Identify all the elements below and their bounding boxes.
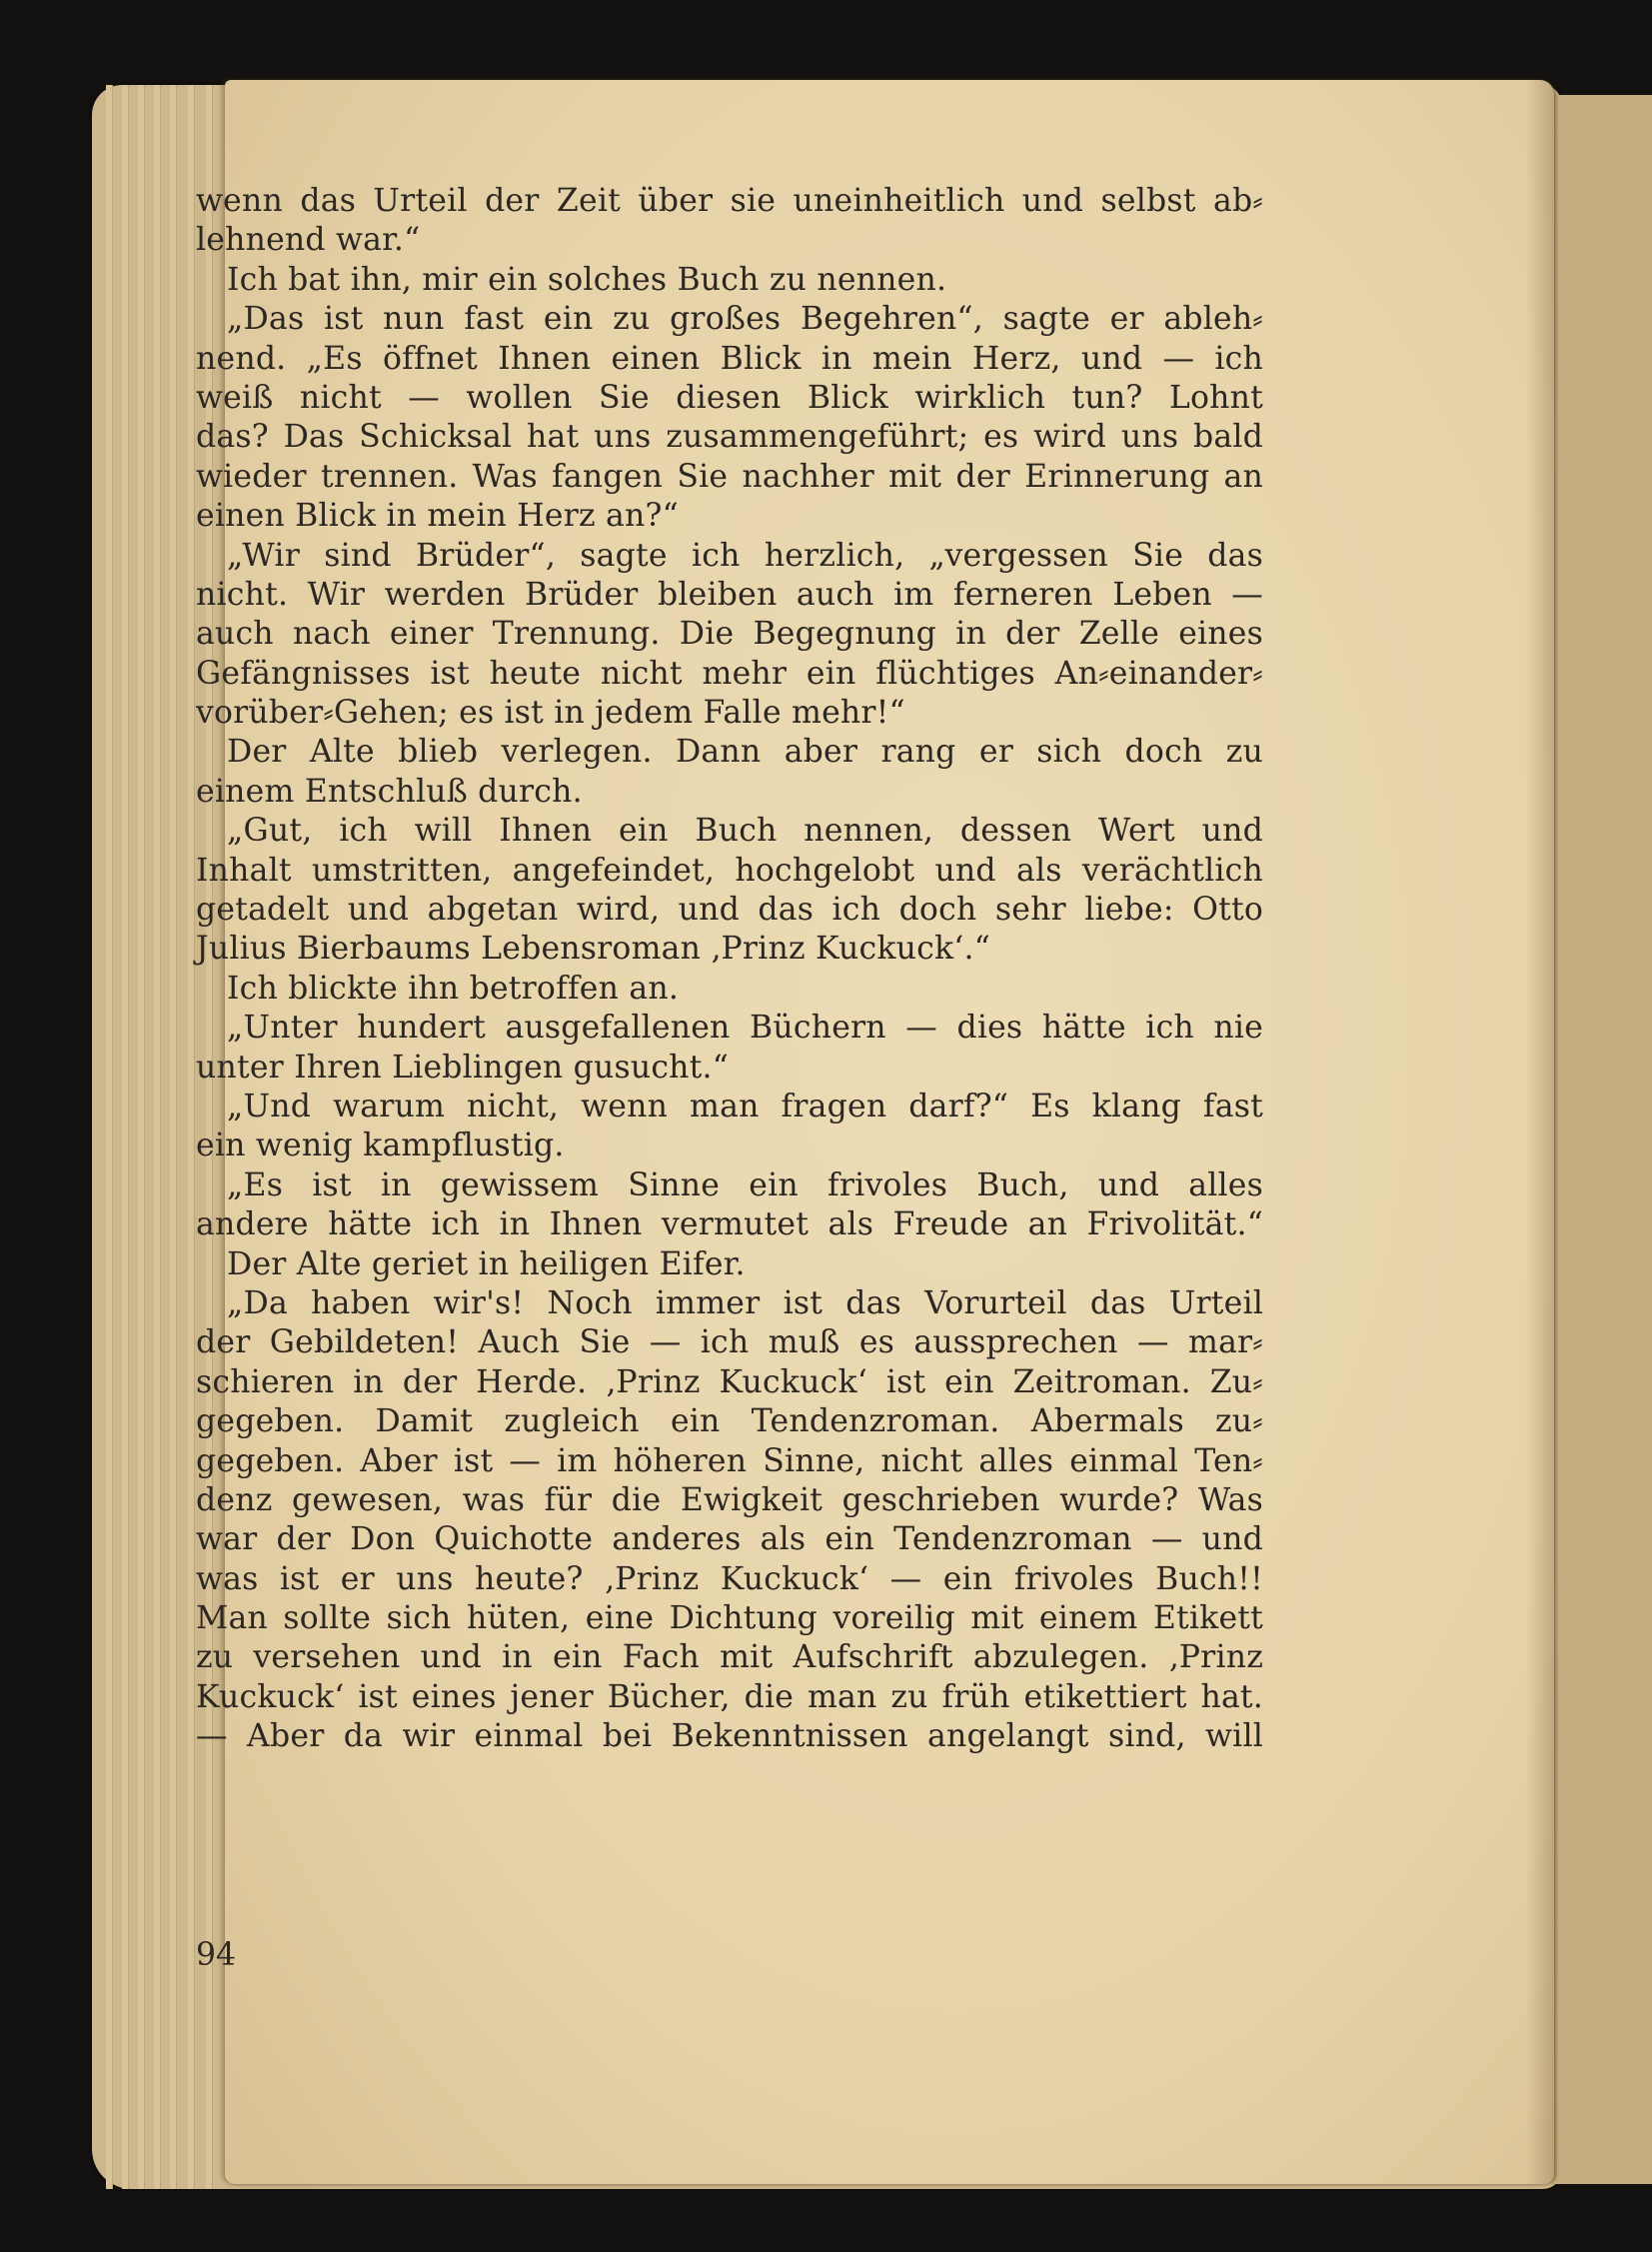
text-line: gegeben. Damit zugleich ein Tendenzroman. Abermals zu⸗ [196,1403,1263,1440]
text-line: nicht. Wir werden Brüder bleiben auch im ferneren Leben — [196,576,1263,613]
text-line: lehnend war.“ [196,222,421,259]
text-line: was ist er uns heute? ‚Prinz Kuckuck‘ — ein frivoles Buch!! [196,1560,1263,1597]
text-line: „Es ist in gewissem Sinne ein frivoles Buch, und alles [227,1166,1263,1203]
text-line: „Da haben wir's! Noch immer ist das Vorurteil das Urteil [227,1284,1263,1321]
text-line: nend. „Es öffnet Ihnen einen Blick in mein Herz, und — ich [196,340,1263,377]
text-line: Ich blickte ihn betroffen an. [227,970,680,1007]
text-line: vorüber⸗Gehen; es ist in jedem Falle mehr!“ [196,695,905,732]
page-edge [122,85,129,2189]
text-line: „Das ist nun fast ein zu großes Begehren“, sagte er ableh⸗ [227,301,1263,338]
text-line: gegeben. Aber ist — im höheren Sinne, nicht alles einmal Ten⸗ [196,1442,1263,1479]
text-line: andere hätte ich in Ihnen vermutet als Freude an Frivolität.“ [196,1206,1263,1243]
text-line: das? Das Schicksal hat uns zusammengeführt; es wird uns bald [196,419,1263,456]
text-line: Ich bat ihn, mir ein solches Buch zu nennen. [227,261,947,298]
text-line: weiß nicht — wollen Sie diesen Blick wirklich tun? Lohnt [196,379,1263,416]
page-edge [170,85,177,2189]
text-line: wenn das Urteil der Zeit über sie uneinheitlich und selbst ab⸗ [196,183,1263,219]
text-line: schieren in der Herde. ‚Prinz Kuckuck‘ ist ein Zeitroman. Zu⸗ [196,1363,1263,1400]
page-edge [154,85,161,2189]
text-line: einen Blick in mein Herz an?“ [196,498,679,535]
text-line: ein wenig kampflustig. [196,1127,565,1164]
text-line: Gefängnisses ist heute nicht mehr ein flüchtiges An⸗einander⸗ [196,655,1263,692]
text-line: zu versehen und in ein Fach mit Aufschrift abzulegen. ‚Prinz [196,1639,1263,1676]
text-line: Inhalt umstritten, angefeindet, hochgelobt und als verächtlich [196,852,1263,889]
page-number: 94 [196,1937,237,1973]
page-edge [106,85,113,2189]
text-line: wieder trennen. Was fangen Sie nachher mit der Erinnerung an [196,458,1263,495]
text-line: Kuckuck‘ ist eines jener Bücher, die man zu früh etikettiert hat. [196,1678,1263,1715]
text-line: Der Alte blieb verlegen. Dann aber rang er sich doch zu [227,734,1263,771]
text-line: „Gut, ich will Ihnen ein Buch nennen, dessen Wert und [227,813,1263,850]
text-line: „Und warum nicht, wenn man fragen darf?“ Es klang fast [227,1088,1263,1125]
text-line: Julius Bierbaums Lebensroman ‚Prinz Kuckuck‘.“ [196,931,990,968]
text-line: einem Entschluß durch. [196,773,583,810]
page-edge [188,85,195,2189]
text-line: auch nach einer Trennung. Die Begegnung in der Zelle eines [196,616,1263,653]
text-line: — Aber da wir einmal bei Bekenntnissen angelangt sind, will [196,1718,1263,1755]
text-line: unter Ihren Lieblingen gusucht.“ [196,1049,730,1086]
gutter-shadow [1526,80,1554,2184]
text-line: der Gebildeten! Auch Sie — ich muß es aussprechen — mar⸗ [196,1324,1263,1361]
text-line: Man sollte sich hüten, eine Dichtung voreilig mit einem Etikett [196,1600,1263,1637]
facing-page-edge [1544,95,1652,2184]
text-line: war der Don Quichotte anderes als ein Tendenzroman — und [196,1521,1263,1558]
text-line: denz gewesen, was für die Ewigkeit geschrieben wurde? Was [196,1481,1263,1518]
text-line: getadelt und abgetan wird, und das ich doch sehr liebe: Otto [196,892,1263,929]
body-text [196,182,1263,1757]
text-line: Der Alte geriet in heiligen Eifer. [227,1245,746,1282]
text-line: „Unter hundert ausgefallenen Büchern — dies hätte ich nie [227,1010,1263,1047]
text-line: „Wir sind Brüder“, sagte ich herzlich, „vergessen Sie das [227,537,1263,574]
page-edge [138,85,145,2189]
